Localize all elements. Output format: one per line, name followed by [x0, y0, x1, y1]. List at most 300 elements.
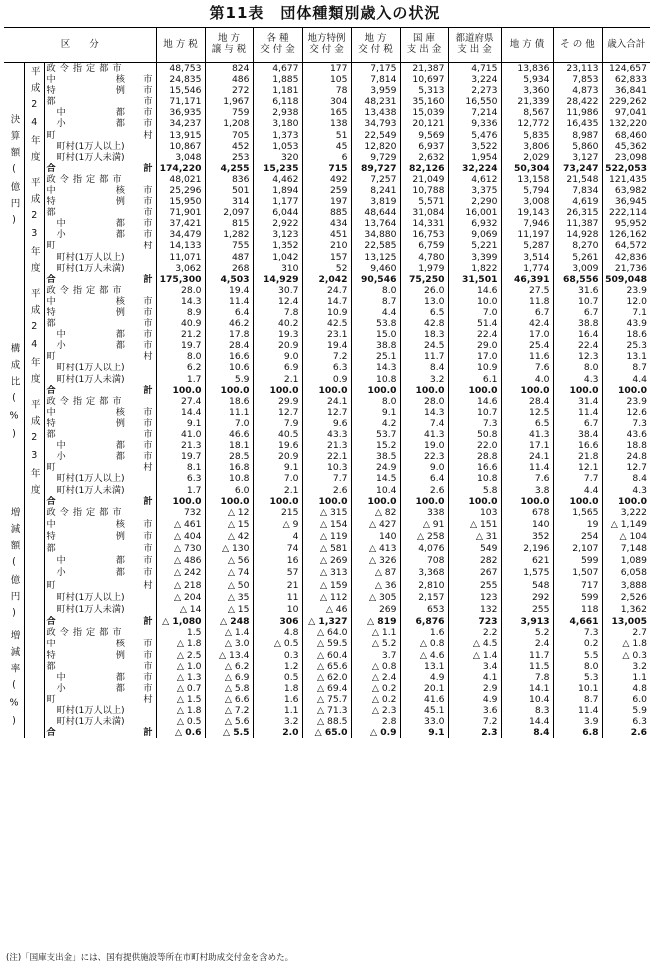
- table-cell: 2.1: [253, 374, 302, 385]
- table-cell: 4.4: [553, 485, 602, 496]
- table-cell: 3,048: [156, 152, 205, 163]
- table-cell: 8.4: [501, 727, 553, 738]
- table-cell: 0.3: [253, 650, 302, 661]
- table-cell: 100.0: [602, 385, 650, 396]
- row-label: [44, 74, 156, 85]
- table-cell: 100.0: [302, 385, 351, 396]
- table-cell: 7.0: [448, 307, 501, 318]
- row-label-left: 中: [46, 185, 56, 196]
- table-cell: 10.0: [448, 296, 501, 307]
- row-label-right: 計: [143, 495, 153, 507]
- row-label: [44, 329, 156, 340]
- row-label-right: 村: [143, 351, 153, 363]
- table-row: [4, 207, 650, 218]
- table-cell: 717: [553, 579, 602, 591]
- row-label-right: 都 市: [115, 567, 153, 579]
- row-label: [44, 579, 156, 591]
- table-cell: 6.7: [501, 307, 553, 318]
- table-cell: 51.4: [448, 318, 501, 329]
- column-header: 地 方 交 付 税: [351, 28, 400, 63]
- row-label-left: 政令指定都市: [46, 62, 126, 74]
- row-label-left: 中: [56, 107, 66, 119]
- row-label-left: 政令指定都市: [46, 284, 126, 296]
- table-cell: 34,793: [351, 118, 400, 129]
- table-cell: 4.4: [602, 374, 650, 385]
- row-label-left: 町村(1万人未満): [56, 716, 125, 728]
- table-cell: △ 1,080: [156, 615, 205, 627]
- table-cell: 14.4: [156, 407, 205, 418]
- table-cell: 22.0: [448, 440, 501, 451]
- table-cell: 21.3: [302, 440, 351, 451]
- table-cell: △ 12: [205, 507, 253, 519]
- table-cell: 10.8: [205, 473, 253, 484]
- table-cell: △ 326: [351, 555, 400, 567]
- table-cell: 3,375: [448, 185, 501, 196]
- table-cell: 13,764: [351, 218, 400, 229]
- table-cell: 759: [205, 107, 253, 118]
- table-cell: 4: [253, 531, 302, 543]
- row-label-right: 例 市: [115, 649, 153, 661]
- table-cell: 272: [205, 85, 253, 96]
- table-row: [4, 318, 650, 329]
- table-cell: 20.1: [400, 683, 448, 694]
- row-label: [44, 639, 156, 650]
- table-cell: △ 269: [302, 555, 351, 567]
- table-cell: 25.1: [351, 351, 400, 362]
- row-label: [44, 507, 156, 519]
- table-cell: 210: [302, 241, 351, 252]
- table-cell: 4.4: [351, 307, 400, 318]
- table-cell: △ 0.9: [351, 727, 400, 738]
- table-cell: 8.0: [351, 396, 400, 407]
- table-cell: 13,005: [602, 615, 650, 627]
- table-row: [4, 96, 650, 107]
- row-label: [44, 407, 156, 418]
- table-cell: 21: [253, 579, 302, 591]
- table-cell: 16.4: [553, 329, 602, 340]
- table-cell: 705: [205, 130, 253, 141]
- table-cell: △ 75.7: [302, 694, 351, 705]
- table-cell: 68,556: [553, 274, 602, 285]
- table-cell: 57: [253, 567, 302, 579]
- table-cell: △ 258: [400, 531, 448, 543]
- table-row: [4, 141, 650, 152]
- table-cell: 1.1: [253, 705, 302, 716]
- table-cell: 1,042: [253, 252, 302, 263]
- table-cell: 338: [400, 507, 448, 519]
- table-cell: 34,880: [351, 229, 400, 240]
- table-cell: 1,362: [602, 603, 650, 615]
- table-cell: 6.4: [400, 473, 448, 484]
- table-row: [4, 196, 650, 207]
- table-cell: △ 87: [351, 567, 400, 579]
- row-label-left: 中: [46, 638, 56, 650]
- header-row: [4, 28, 650, 63]
- table-cell: 4.1: [448, 672, 501, 683]
- row-label: [44, 252, 156, 263]
- row-label: [44, 650, 156, 661]
- page-title: 第11表 団体種類別歳入の状況: [209, 4, 441, 22]
- table-row: [4, 591, 650, 603]
- table-cell: 22,585: [351, 241, 400, 252]
- table-cell: 8.9: [156, 307, 205, 318]
- table-cell: 11,387: [553, 218, 602, 229]
- table-cell: 18.3: [400, 329, 448, 340]
- table-cell: △ 218: [156, 579, 205, 591]
- row-label: [44, 727, 156, 738]
- table-cell: 19.0: [400, 440, 448, 451]
- row-label: [44, 241, 156, 252]
- table-cell: 174,220: [156, 163, 205, 174]
- table-cell: △ 1.4: [448, 650, 501, 661]
- table-cell: 6.5: [400, 307, 448, 318]
- row-label-right: 市: [143, 660, 153, 672]
- row-label-right: 例 市: [115, 418, 153, 429]
- table-cell: 16,753: [400, 229, 448, 240]
- table-cell: 3.2: [253, 716, 302, 727]
- row-label: [44, 185, 156, 196]
- table-cell: 14,331: [400, 218, 448, 229]
- table-row: [4, 274, 650, 285]
- table-cell: 100.0: [501, 385, 553, 396]
- table-cell: 10.8: [448, 473, 501, 484]
- table-cell: 11.7: [400, 351, 448, 362]
- table-cell: △ 36: [351, 579, 400, 591]
- table-cell: 14.3: [351, 363, 400, 374]
- table-cell: 2,922: [253, 218, 302, 229]
- table-cell: 10,788: [400, 185, 448, 196]
- section-label-text: 増減額(億円): [8, 506, 20, 626]
- table-cell: 10.7: [448, 407, 501, 418]
- table-cell: 4,715: [448, 63, 501, 75]
- table-cell: 621: [501, 555, 553, 567]
- table-cell: 2,632: [400, 152, 448, 163]
- table-cell: 3,806: [501, 141, 553, 152]
- table-cell: 5.9: [602, 705, 650, 716]
- table-cell: 100.0: [205, 385, 253, 396]
- table-cell: 4,076: [400, 543, 448, 555]
- row-label-right: 市: [143, 207, 153, 219]
- table-cell: 1,352: [253, 241, 302, 252]
- table-cell: 8,241: [351, 185, 400, 196]
- row-label: [44, 519, 156, 531]
- row-label: [44, 396, 156, 407]
- table-cell: 22.4: [553, 340, 602, 351]
- table-cell: 1,774: [501, 263, 553, 274]
- table-cell: 10.9: [302, 307, 351, 318]
- row-label-right: 都 市: [115, 555, 153, 567]
- row-label-left: 中: [56, 329, 66, 341]
- table-cell: 100.0: [553, 496, 602, 507]
- table-cell: 22.1: [302, 451, 351, 462]
- row-label-right: 都 市: [115, 218, 153, 230]
- table-cell: 7.8: [253, 307, 302, 318]
- table-cell: 7.0: [205, 418, 253, 429]
- table-row: [4, 396, 650, 407]
- table-row: [4, 74, 650, 85]
- table-cell: 14,929: [253, 274, 302, 285]
- table-cell: △ 130: [205, 543, 253, 555]
- table-cell: 2,290: [448, 196, 501, 207]
- table-cell: △ 819: [351, 615, 400, 627]
- row-label: [44, 567, 156, 579]
- table-cell: △ 0.2: [351, 694, 400, 705]
- table-cell: 4,677: [253, 63, 302, 75]
- table-cell: 9,336: [448, 118, 501, 129]
- table-cell: 1.1: [602, 672, 650, 683]
- table-cell: 46.2: [205, 318, 253, 329]
- table-cell: 38.4: [553, 429, 602, 440]
- table-cell: 6,058: [602, 567, 650, 579]
- table-cell: △ 0.2: [351, 683, 400, 694]
- row-label-right: 例 市: [115, 531, 153, 543]
- table-cell: △ 461: [156, 519, 205, 531]
- row-label-left: 中: [56, 555, 66, 567]
- row-label-right: 都 市: [115, 329, 153, 341]
- table-cell: 15,039: [400, 107, 448, 118]
- table-cell: 21,049: [400, 174, 448, 185]
- table-cell: 12,772: [501, 118, 553, 129]
- row-label-right: 市: [143, 543, 153, 555]
- table-cell: △ 14: [156, 603, 205, 615]
- table-cell: 140: [501, 519, 553, 531]
- row-label: [44, 591, 156, 603]
- table-cell: 11,197: [501, 229, 553, 240]
- table-cell: 824: [205, 63, 253, 75]
- column-header: 地 方 譲 与 税: [205, 28, 253, 63]
- column-header: 国 庫 支 出 金: [400, 28, 448, 63]
- table-cell: △ 62.0: [302, 672, 351, 683]
- table-cell: 45: [302, 141, 351, 152]
- row-label: [44, 473, 156, 484]
- row-label-right: 村: [143, 694, 153, 705]
- table-row: [4, 429, 650, 440]
- table-cell: 64,572: [602, 241, 650, 252]
- table-cell: 100.0: [448, 385, 501, 396]
- table-cell: 30.7: [253, 285, 302, 296]
- table-cell: 4,619: [553, 196, 602, 207]
- table-cell: △ 730: [156, 543, 205, 555]
- table-cell: 1,089: [602, 555, 650, 567]
- table-cell: 2,157: [400, 591, 448, 603]
- row-label-left: 政令指定都市: [46, 627, 126, 639]
- table-cell: 74: [253, 543, 302, 555]
- table-cell: 16,001: [448, 207, 501, 218]
- table-cell: △ 1.8: [602, 639, 650, 650]
- table-cell: 16,550: [448, 96, 501, 107]
- table-cell: 6.0: [602, 694, 650, 705]
- table-cell: 17.8: [205, 329, 253, 340]
- table-cell: 18.8: [602, 440, 650, 451]
- table-cell: 3,008: [501, 196, 553, 207]
- table-cell: 19.3: [253, 329, 302, 340]
- table-cell: △ 159: [302, 579, 351, 591]
- row-label-left: 小: [56, 682, 66, 694]
- table-cell: 486: [205, 74, 253, 85]
- row-label-left: 特: [46, 531, 56, 543]
- table-cell: 23.9: [602, 285, 650, 296]
- table-cell: △ 65.0: [302, 727, 351, 738]
- table-cell: △ 1.3: [156, 672, 205, 683]
- table-cell: 5.9: [205, 374, 253, 385]
- row-label: [44, 555, 156, 567]
- table-cell: 50,304: [501, 163, 553, 174]
- row-label: [44, 683, 156, 694]
- table-cell: 2.7: [602, 627, 650, 638]
- table-cell: 11.1: [205, 407, 253, 418]
- table-cell: 6.7: [553, 418, 602, 429]
- row-label: [44, 318, 156, 329]
- table-cell: 42.4: [501, 318, 553, 329]
- row-label: [44, 351, 156, 362]
- row-label: [44, 485, 156, 496]
- table-cell: △ 15: [205, 519, 253, 531]
- table-row: [4, 263, 650, 274]
- table-row: [4, 531, 650, 543]
- table-cell: △ 50: [205, 579, 253, 591]
- table-row: [4, 705, 650, 716]
- row-label-left: 都: [46, 318, 56, 330]
- table-cell: 268: [205, 263, 253, 274]
- row-label-left: 町村(1万人未満): [56, 151, 125, 163]
- table-row: [4, 507, 650, 519]
- row-label-left: 特: [46, 196, 56, 208]
- classification-header: 区 分: [4, 28, 156, 63]
- table-cell: 5,835: [501, 130, 553, 141]
- table-cell: 434: [302, 218, 351, 229]
- row-label-left: 町村(1万人未満): [56, 603, 125, 615]
- table-cell: △ 151: [448, 519, 501, 531]
- table-cell: 21,339: [501, 96, 553, 107]
- row-label-left: 政令指定都市: [46, 173, 126, 185]
- table-cell: 10.7: [553, 296, 602, 307]
- table-cell: 138: [302, 118, 351, 129]
- table-cell: 78: [302, 85, 351, 96]
- table-cell: 836: [205, 174, 253, 185]
- row-label: [44, 263, 156, 274]
- table-cell: △ 1.4: [205, 627, 253, 638]
- table-row: [4, 496, 650, 507]
- table-cell: △ 7.2: [205, 705, 253, 716]
- row-label-right: 核 市: [115, 638, 153, 650]
- row-label: [44, 363, 156, 374]
- row-label-left: 町: [46, 579, 56, 591]
- row-label-right: 都 市: [115, 229, 153, 241]
- table-row: [4, 683, 650, 694]
- table-cell: 21.3: [156, 440, 205, 451]
- year-label: [24, 396, 44, 507]
- table-cell: 28,422: [553, 96, 602, 107]
- table-cell: 15,235: [253, 163, 302, 174]
- table-cell: 15,546: [156, 85, 205, 96]
- row-label-right: 計: [143, 384, 153, 396]
- table-cell: 1.5: [156, 627, 205, 638]
- table-cell: △ 59.5: [302, 639, 351, 650]
- table-cell: 22.3: [400, 451, 448, 462]
- table-cell: 7,814: [351, 74, 400, 85]
- table-cell: 38.8: [553, 318, 602, 329]
- table-cell: 26.0: [400, 285, 448, 296]
- table-cell: 4.9: [448, 694, 501, 705]
- row-label: [44, 118, 156, 129]
- table-cell: 487: [205, 252, 253, 263]
- table-cell: 1,181: [253, 85, 302, 96]
- table-cell: 1,565: [553, 507, 602, 519]
- table-cell: △ 91: [400, 519, 448, 531]
- table-cell: 314: [205, 196, 253, 207]
- table-cell: 36,945: [602, 196, 650, 207]
- table-cell: 16.8: [205, 462, 253, 473]
- row-label: [44, 207, 156, 218]
- table-cell: △ 112: [302, 591, 351, 603]
- row-label-left: 合: [46, 727, 56, 739]
- table-cell: 16.6: [448, 462, 501, 473]
- table-cell: 82,126: [400, 163, 448, 174]
- row-label-left: 都: [46, 429, 56, 441]
- table-cell: 24.9: [351, 462, 400, 473]
- table-cell: 0.5: [253, 672, 302, 683]
- table-cell: 28.4: [501, 396, 553, 407]
- table-cell: 6,044: [253, 207, 302, 218]
- table-row: [4, 252, 650, 263]
- table-cell: 29.9: [253, 396, 302, 407]
- table-cell: 2.9: [448, 683, 501, 694]
- table-cell: 2,042: [302, 274, 351, 285]
- table-cell: 95,952: [602, 218, 650, 229]
- table-cell: 7.2: [448, 716, 501, 727]
- table-cell: 599: [553, 555, 602, 567]
- table-cell: 815: [205, 218, 253, 229]
- row-label-left: 都: [46, 207, 56, 219]
- table-row: [4, 555, 650, 567]
- table-cell: 24.5: [400, 340, 448, 351]
- table-cell: 7,257: [351, 174, 400, 185]
- table-cell: 7.6: [501, 473, 553, 484]
- table-cell: 68,460: [602, 130, 650, 141]
- table-cell: 197: [302, 196, 351, 207]
- table-cell: 10.1: [553, 683, 602, 694]
- table-cell: △ 0.8: [351, 661, 400, 672]
- table-cell: 100.0: [553, 385, 602, 396]
- table-cell: 13,158: [501, 174, 553, 185]
- table-row: [4, 543, 650, 555]
- table-cell: 3,514: [501, 252, 553, 263]
- row-label-right: 都 市: [115, 340, 153, 352]
- table-cell: 16: [253, 555, 302, 567]
- table-cell: 3.7: [351, 650, 400, 661]
- row-label-left: 特: [46, 307, 56, 318]
- table-cell: 11.5: [501, 661, 553, 672]
- table-cell: 8,270: [553, 241, 602, 252]
- table-cell: △ 0.5: [253, 639, 302, 650]
- table-cell: 3,959: [351, 85, 400, 96]
- table-cell: 24.1: [302, 396, 351, 407]
- row-label-left: 中: [56, 440, 66, 452]
- table-cell: 222,114: [602, 207, 650, 218]
- table-cell: △ 1.0: [156, 661, 205, 672]
- table-cell: 14.3: [156, 296, 205, 307]
- table-cell: 6: [302, 152, 351, 163]
- table-cell: 1,954: [448, 152, 501, 163]
- table-row: [4, 451, 650, 462]
- table-cell: 100.0: [351, 496, 400, 507]
- table-cell: 132: [448, 603, 501, 615]
- table-cell: △ 248: [205, 615, 253, 627]
- table-cell: △ 4.5: [448, 639, 501, 650]
- row-label-right: 例 市: [115, 196, 153, 208]
- table-row: [4, 85, 650, 96]
- table-cell: 3.9: [553, 716, 602, 727]
